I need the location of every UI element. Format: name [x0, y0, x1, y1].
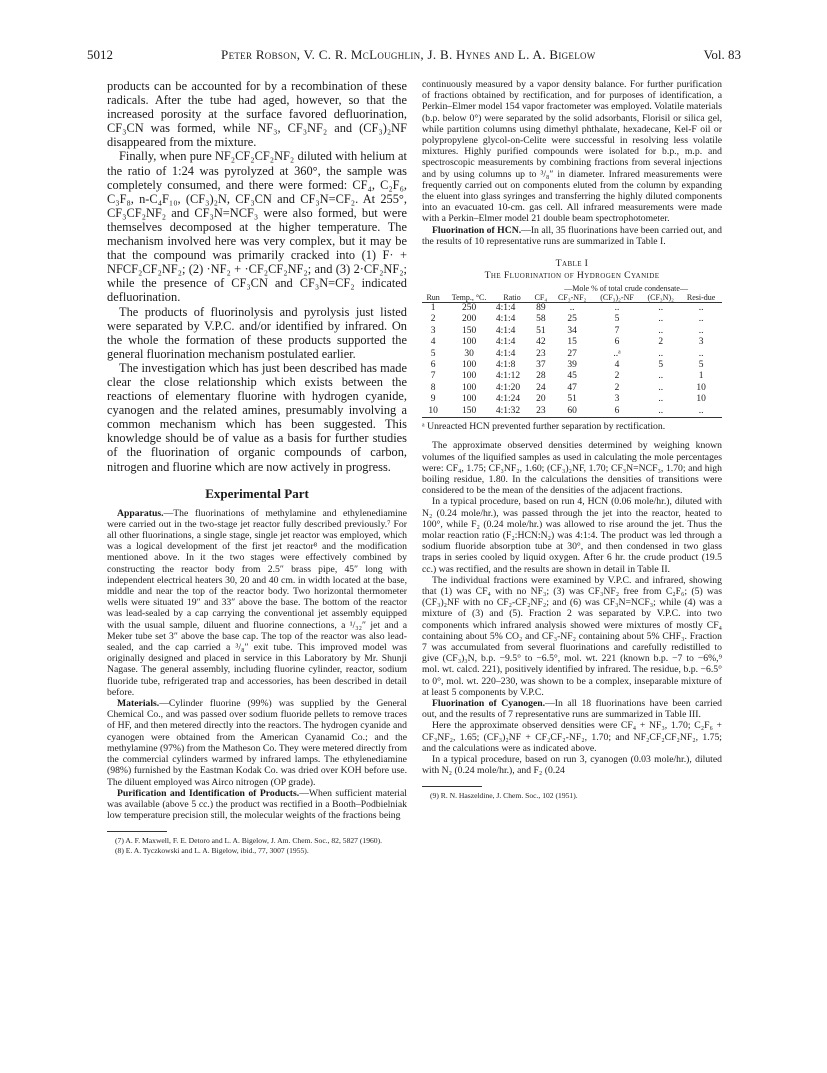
- run-in-heading: Materials.: [117, 698, 160, 710]
- paragraph: In a typical procedure, based on run 4, HCN (0.06 mole/hr.), diluted with N₂ (0.24 mole/hr.), was passed through the jet into the reactor, heated to 100°, while F₂ (0.24 mole/hr.) was allowed to rise around the jet. Thus the molar reaction ratio (F₂:HCN:N₂) was 4:1:4. The product was led through a sodium fluoride absorption tube at 30°, and then condensed in two glass traps in series cooled by liquid oxygen. After 6 hr. the crude product (19.5 cc.) was rectified, and the results are shown in detail in Table II.: [422, 496, 722, 575]
- table-cell: 24: [536, 382, 546, 393]
- table-caption: [422, 258, 722, 282]
- table-row: [422, 383, 722, 394]
- table-cell: 5: [430, 348, 436, 359]
- paragraph: Apparatus.—The fluorinations of methylamine and ethylenediamine were carried out in the two-stage jet reactor fully described previously.⁷ For all other fluorinations, a single stage, single jet reactor was employed, which was a logical development of the first jet reactor⁸ and the modification mentioned above. In it the two stages were effectively combined by constructing the reactor body from 2.5″ brass pipe, 45″ long with independent electrical heaters 30, 20 and 40 cm. in width located at the base, middle and near the top of the reactor body. Two horizontal thermometer wells were situated 19″ and 33″ above the base. The bottom of the reactor was lead-sealed by a cap carrying the conventional jet assembly equipped with the usual sample, diluent and fluorine connections, a ¹/₃₂″ jet and a Meker tube set 3″ above the base cap. The top of the reactor was also lead-sealed, and the cap carried a ³/₈″ exit tube. This improved model was originally designed and placed in service in this Laboratory by Mr. Shunji Nagase. The general assembly, including fluorine cylinder, reactor, sodium fluoride tube, refrigerated trap and accessories, has been described in detail before.: [107, 507, 407, 698]
- table-group-header: —Mole % of total crude condensate—: [564, 284, 688, 294]
- table-cell: 4:1:24: [495, 394, 521, 405]
- table-cell: 23: [536, 348, 546, 359]
- paragraph: The approximate observed densities determined by weighing known volumes of the liquified samples as used in calculating the mole percentages were: CF₄, 1.75; CF₃NF₂, 1.60; (CF₃)₂NF, 1.70; CF₃N=NCF₃, 1.70; and high boiling residue, 1.80. In the calculations the densities of transitions were considered to be the mean of the densities of the adjacent fractions.: [422, 440, 722, 497]
- table-cell: ..: [698, 325, 704, 336]
- table-cell: 5: [658, 360, 664, 371]
- table-cell: 47: [567, 382, 577, 393]
- table-cell: 4: [614, 360, 620, 371]
- table-cell: ..: [698, 314, 704, 325]
- table-cell: 4:1:20: [495, 382, 521, 393]
- table-cell: 15: [567, 337, 577, 348]
- table-row: [422, 394, 722, 405]
- paragraph: continuously measured by a vapor density balance. For further purification of fractions obtained by rectification, and for purposes of identification, a Perkin–Elmer model 154 vapor fractometer was employed. Volatile materials (b.p. below 0°) were separated by the solid adsorbants, Florisil or silica gel, while partition columns using dimethyl phthalate, hexadecane, Kel-F oil or polypropylene glycol-on-Celite were successful in resolving less volatile mixtures. Highly purified compounds were isolated for b.p., m.p. and spectroscopic measurements by combining fractions from several injections and by using columns up to ³/₈″ in diameter. Infrared measurements were frequently carried out on components eluted from the column by expanding the eluent into glass syringes and transferring the highly diluted components into an evacuated 10-cm. gas cell. All infrared measurements were made with a Perkin–Elmer model 21 double beam spectrophotometer.: [422, 79, 722, 225]
- experimental-text: [107, 508, 407, 822]
- discussion-text: [107, 79, 407, 474]
- table-cell: 2: [430, 314, 436, 325]
- experimental-text-continued: [422, 79, 722, 247]
- paragraph: The products of fluorinolysis and pyrolysis just listed were separated by V.P.C. and/or identified by infrared. On the whole the formation of these products supported the general fluorination mechanism postulated earlier.: [107, 304, 407, 361]
- table-header: Ratio: [503, 293, 521, 303]
- table-cell: 34: [567, 325, 577, 336]
- table-cell: ..: [658, 325, 664, 336]
- table-cell: 6: [614, 405, 620, 416]
- table-cell: 6: [430, 360, 436, 371]
- paragraph: Fluorination of Cyanogen.—In all 18 fluorinations have been carried out, and the results of 7 representative runs are summarized in Table III.: [422, 697, 722, 721]
- footnotes: [107, 836, 407, 855]
- table-cell: 45: [567, 371, 577, 382]
- table-cell: 28: [536, 371, 546, 382]
- table-cell: 4: [430, 337, 436, 348]
- table-cell: ..: [658, 382, 664, 393]
- paragraph: Purification and Identification of Products.—When sufficient material was available (above 5 cc.) the product was rectified in a Booth–Podbielniak low temperature precision still, the molecular weights of the fractions being: [107, 787, 407, 822]
- table-cell: 3: [614, 394, 620, 405]
- table-cell: 4:1:4: [495, 303, 516, 314]
- table-cell: ..: [614, 303, 620, 314]
- paragraph: The investigation which has just been described has made clear the close relationship which exists between the reactions of elementary fluorine with hydrogen cyanide, cyanogen and the related amines, presumably involving a common mechanism which has been suggested. This knowledge should be of value as a basis for further studies of the fluorination of organic compounds of carbon, nitrogen and fluorine which are now actively in progress.: [107, 360, 407, 474]
- table-cell: ..: [698, 303, 704, 314]
- table-row: [422, 337, 722, 348]
- footnote: (7) A. F. Maxwell, F. E. Detoro and L. A. Bigelow, J. Am. Chem. Soc., 82, 5827 (1960).: [115, 836, 383, 846]
- table-cell: 100: [461, 382, 477, 393]
- table-cell: 51: [536, 325, 546, 336]
- table-cell: 10: [696, 394, 706, 405]
- table-cell: 51: [567, 394, 577, 405]
- left-column: [107, 79, 407, 855]
- table-cell: ..ᵃ: [613, 348, 621, 359]
- footnote: (8) E. A. Tyczkowski and L. A. Bigelow, ibid., 77, 3007 (1955).: [115, 845, 309, 855]
- table-header: Resi-due: [686, 293, 716, 303]
- table-cell: 4:1:4: [495, 325, 516, 336]
- volume-label: Vol. 83: [703, 47, 741, 62]
- run-in-heading: Purification and Identification of Products.: [117, 787, 300, 799]
- table-cell: 4:1:4: [495, 314, 516, 325]
- table-cell: 100: [461, 337, 477, 348]
- table-cell: 27: [567, 348, 577, 359]
- paragraph: Fluorination of HCN.—In all, 35 fluorinations have been carried out, and the results of 10 representative runs are summarized in Table I.: [422, 224, 722, 247]
- paragraph: The individual fractions were examined by V.P.C. and infrared, showing that (1) was CF₄ with no NF₃; (3) was CF₃NF₂ free from C₂F₆; (5) was (CF₃)₂NF with no CF₂-CF₂NF₂; and (6) was CF₃N=NCF₃; while (4) was a mixture of (3) and (5). Fraction 2 was separated by V.P.C. into two components which infrared analysis showed were mixtures of mostly CF₄ containing about 5% CO₂ and CF₃-NF₂ containing about 5% CHF₃. Fraction 7 was accumulated from several fluorinations and carefully redistilled to give (CF₃)₃N, b.p. −9.5° to −6.5°, mol. wt. 221 (known b.p. −7 to −6%,⁹ mol. wt. calcd. 221), positively identified by infrared. The residue, b.p. −6.5° to 0°, mol. wt. 220–230, was shown to be a complex, inseparable mixture of at least 5 components by V.P.C.: [422, 574, 722, 698]
- paragraph: products can be accounted for by a recombination of these radicals. After the tube had aged, however, so that the increased porosity at the surface favored defluorination, CF₃CN was formed, while NF₃, CF₃NF₂ and (CF₃)₂NF disappeared from the mixture.: [107, 79, 407, 150]
- table-header: CF₄: [534, 293, 548, 303]
- table-cell: 3: [698, 337, 704, 348]
- table-cell: 7: [430, 371, 436, 382]
- table-row: [422, 371, 722, 382]
- paragraph: Finally, when pure NF₂CF₂CF₂NF₂ diluted with helium at the ratio of 1:24 was pyrolyzed at 360°, the sample was completely consumed, and there were formed: CF₄, C₂F₆, C₃F₈, n-C₄F₁₀, (CF₃)₂N, CF₃CN and CF₃N=CF₂. At 255°, CF₃CF₂NF₂ and CF₃N=NCF₃ were also formed, but were themselves decomposed at the higher temperature. The mechanism involved here was very complex, but it may be that the compound was primarily cracked into (1) F· + NFCF₂CF₂NF₂; (2) ·NF₂ + ·CF₂CF₂NF₂; and (3) 2·CF₂NF₂; while the presence of CF₃CN and CF₃N=CF₂ indicated defluorination.: [107, 149, 407, 305]
- table-cell: ..: [658, 405, 664, 416]
- table-cell: 3: [430, 325, 436, 336]
- table-cell: 1: [698, 371, 704, 382]
- table-cell: 25: [567, 314, 577, 325]
- paragraph: In a typical procedure, based on run 3, cyanogen (0.03 mole/hr.), diluted with N₂ (0.24 mole/hr.), and F₂ (0.24: [422, 754, 722, 777]
- table-footnote: ᵃ Unreacted HCN prevented further separation by rectification.: [422, 421, 666, 433]
- table-cell: 60: [567, 405, 577, 416]
- run-in-heading: Apparatus.: [117, 507, 164, 519]
- table-cell: 1: [430, 303, 436, 314]
- table-cell: 250: [461, 303, 477, 314]
- table-cell: 4:1:8: [495, 360, 516, 371]
- table-header: CF₃-NF₂: [558, 293, 587, 303]
- footnote-rule: [422, 786, 482, 787]
- footnotes: [422, 791, 722, 801]
- table-label: Table I: [555, 258, 589, 270]
- table-cell: 10: [428, 405, 438, 416]
- table-cell: 7: [614, 325, 620, 336]
- table-cell: ..: [658, 348, 664, 359]
- table-row: [422, 314, 722, 325]
- table-cell: 42: [536, 337, 546, 348]
- table-cell: 58: [536, 314, 546, 325]
- running-header: [87, 47, 741, 63]
- table-cell: 150: [461, 325, 477, 336]
- table-cell: ..: [658, 371, 664, 382]
- data-table: [422, 284, 722, 418]
- table-cell: ..: [658, 394, 664, 405]
- table-cell: 39: [567, 360, 577, 371]
- table-row: [422, 360, 722, 371]
- right-column: [422, 79, 722, 801]
- run-in-heading: Fluorination of HCN.: [432, 224, 522, 236]
- table-title: The Fluorination of Hydrogen Cyanide: [484, 270, 660, 282]
- table-cell: ..: [569, 303, 575, 314]
- table-row: [422, 326, 722, 337]
- table-cell: 10: [696, 382, 706, 393]
- table-cell: 4:1:4: [495, 348, 516, 359]
- table-cell: ..: [698, 405, 704, 416]
- table-cell: 150: [461, 405, 477, 416]
- running-authors: Peter Robson, V. C. R. McLoughlin, J. B. Hynes and L. A. Bigelow: [221, 47, 596, 62]
- table-cell: ..: [658, 303, 664, 314]
- table-cell: 2: [614, 371, 620, 382]
- table-cell: 100: [461, 371, 477, 382]
- table-cell: 2: [614, 382, 620, 393]
- table-row: [422, 303, 722, 315]
- experimental-text-continued: [422, 440, 722, 776]
- table-cell: 4:1:32: [495, 405, 521, 416]
- table-cell: 89: [536, 303, 546, 314]
- table-cell: 5: [614, 314, 620, 325]
- paragraph: Here the approximate observed densities were CF₄ + NF₃, 1.70; C₂F₆ + CF₃NF₂, 1.65; (CF₃)₂NF + CF₂CF₂-NF₂, 1.70; and NF₂CF₂CF₂NF₂, 1.75; and the calculations were as indicated above.: [422, 720, 722, 754]
- table-cell: 23: [536, 405, 546, 416]
- table-cell: 200: [461, 314, 477, 325]
- table-cell: 4:1:12: [495, 371, 521, 382]
- table-row: [422, 349, 722, 360]
- page-number: 5012: [87, 47, 113, 62]
- footnote-rule: [107, 831, 167, 832]
- run-in-heading: Fluorination of Cyanogen.: [432, 697, 546, 709]
- section-title: Experimental Part: [205, 485, 309, 501]
- table-header: (CF₃)₂-NF: [600, 293, 634, 303]
- table-row: [422, 406, 722, 418]
- table-header: Run: [426, 293, 440, 303]
- table-cell: 9: [430, 394, 436, 405]
- table-cell: 20: [536, 394, 546, 405]
- table-cell: 5: [698, 360, 704, 371]
- table-cell: 4:1:4: [495, 337, 516, 348]
- table-cell: 100: [461, 360, 477, 371]
- table-cell: 100: [461, 394, 477, 405]
- table-cell: ..: [658, 314, 664, 325]
- table-header: Temp., °C.: [451, 293, 487, 303]
- table-cell: 8: [430, 382, 436, 393]
- paragraph: Materials.—Cylinder fluorine (99%) was supplied by the General Chemical Co., and was passed over sodium fluoride pellets to remove traces of HF, and then metered directly into the reactors. The hydrogen cyanide and cyanogen were obtained from the American Cyanamid Co.; and the methylamine (97%) from the Matheson Co. They were metered directly from the commercial cylinders warmed by infrared lamps. The ethylenediamine (98%) furnished by the Eastman Kodak Co. was dried over KOH before use. The diluent employed was Airco nitrogen (OP grade).: [107, 698, 407, 788]
- table-cell: 2: [658, 337, 664, 348]
- table-cell: 37: [536, 360, 546, 371]
- table-cell: 6: [614, 337, 620, 348]
- table-cell: 30: [464, 348, 474, 359]
- table-header: (CF₃N)₂: [647, 293, 674, 303]
- table-cell: ..: [698, 348, 704, 359]
- footnote: (9) R. N. Haszeldine, J. Chem. Soc., 102 (1951).: [430, 791, 578, 801]
